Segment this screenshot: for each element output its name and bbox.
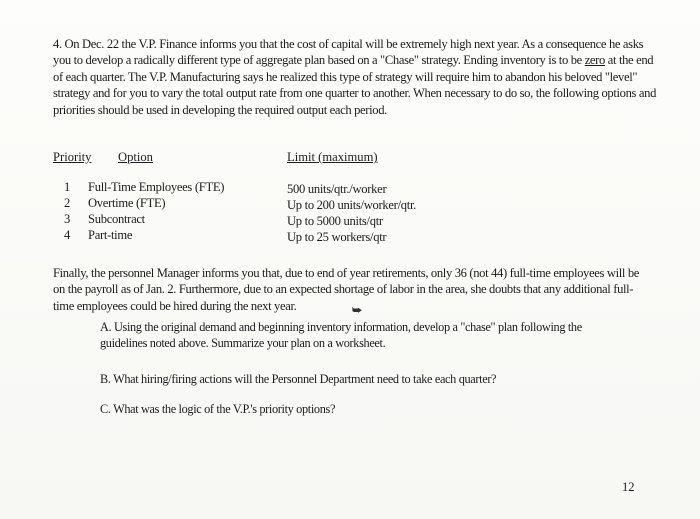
intro-paragraph: [53, 36, 663, 118]
finally-paragraph: Finally, the personnel Manager informs you that, due to end of year retirements, only 36 (not 44) full-time employees will be on the payroll as of Jan. 2. Furthermore, due to an expected shortage of labor in the area, she doubts that any additional full-time employees could be hired during the next year.: [53, 266, 640, 313]
row-3-option: Subcontract: [88, 212, 145, 226]
question-c: C. What was the logic of the V.P.'s priority options?: [100, 402, 336, 416]
question-b: B. What hiring/firing actions will the Personnel Department need to take each quarter?: [100, 372, 497, 386]
row-2-option: Overtime (FTE): [88, 196, 166, 210]
header-priority: Priority: [53, 150, 92, 164]
row-2-limit: Up to 200 units/worker/qtr.: [287, 198, 417, 212]
row-1-option: Full-Time Employees (FTE): [88, 180, 225, 194]
header-limit: Limit (maximum): [287, 150, 378, 164]
page-number: 12: [622, 480, 635, 494]
intro-rest: at the end of each quarter. The V.P. Manufacturing says he realized this type of strategy will require him to abandon his beloved "level" strategy and for you to vary the total output rate from one quarter to another. When necessary to do so, the following options and priorities should be used in developing the required output each period.: [53, 53, 657, 117]
row-1-limit: 500 units/qtr./worker: [287, 182, 387, 196]
intro-zero: zero: [584, 53, 605, 68]
row-1-priority: 1: [64, 180, 70, 194]
row-2-priority: 2: [64, 196, 70, 210]
row-3-priority: 3: [64, 212, 70, 226]
row-3-limit: Up to 5000 units/qtr: [287, 214, 383, 228]
row-4-option: Part-time: [88, 228, 133, 242]
question-a: A. Using the original demand and beginning inventory information, develop a "chase" plan following the guidelines noted above. Summarize your plan on a worksheet.: [100, 320, 582, 350]
header-option: Option: [118, 150, 153, 164]
mouse-cursor-icon: ⮩: [352, 305, 363, 317]
intro-lead: 4. On Dec. 22 the V.P. Finance informs you that the cost of capital will be extremely high next year. As a consequence he asks you to develop a radically different type of aggregate plan based on a "Chase" strategy. Ending inventory is to be: [53, 37, 644, 68]
row-4-priority: 4: [64, 228, 70, 242]
row-4-limit: Up to 25 workers/qtr: [287, 230, 387, 244]
